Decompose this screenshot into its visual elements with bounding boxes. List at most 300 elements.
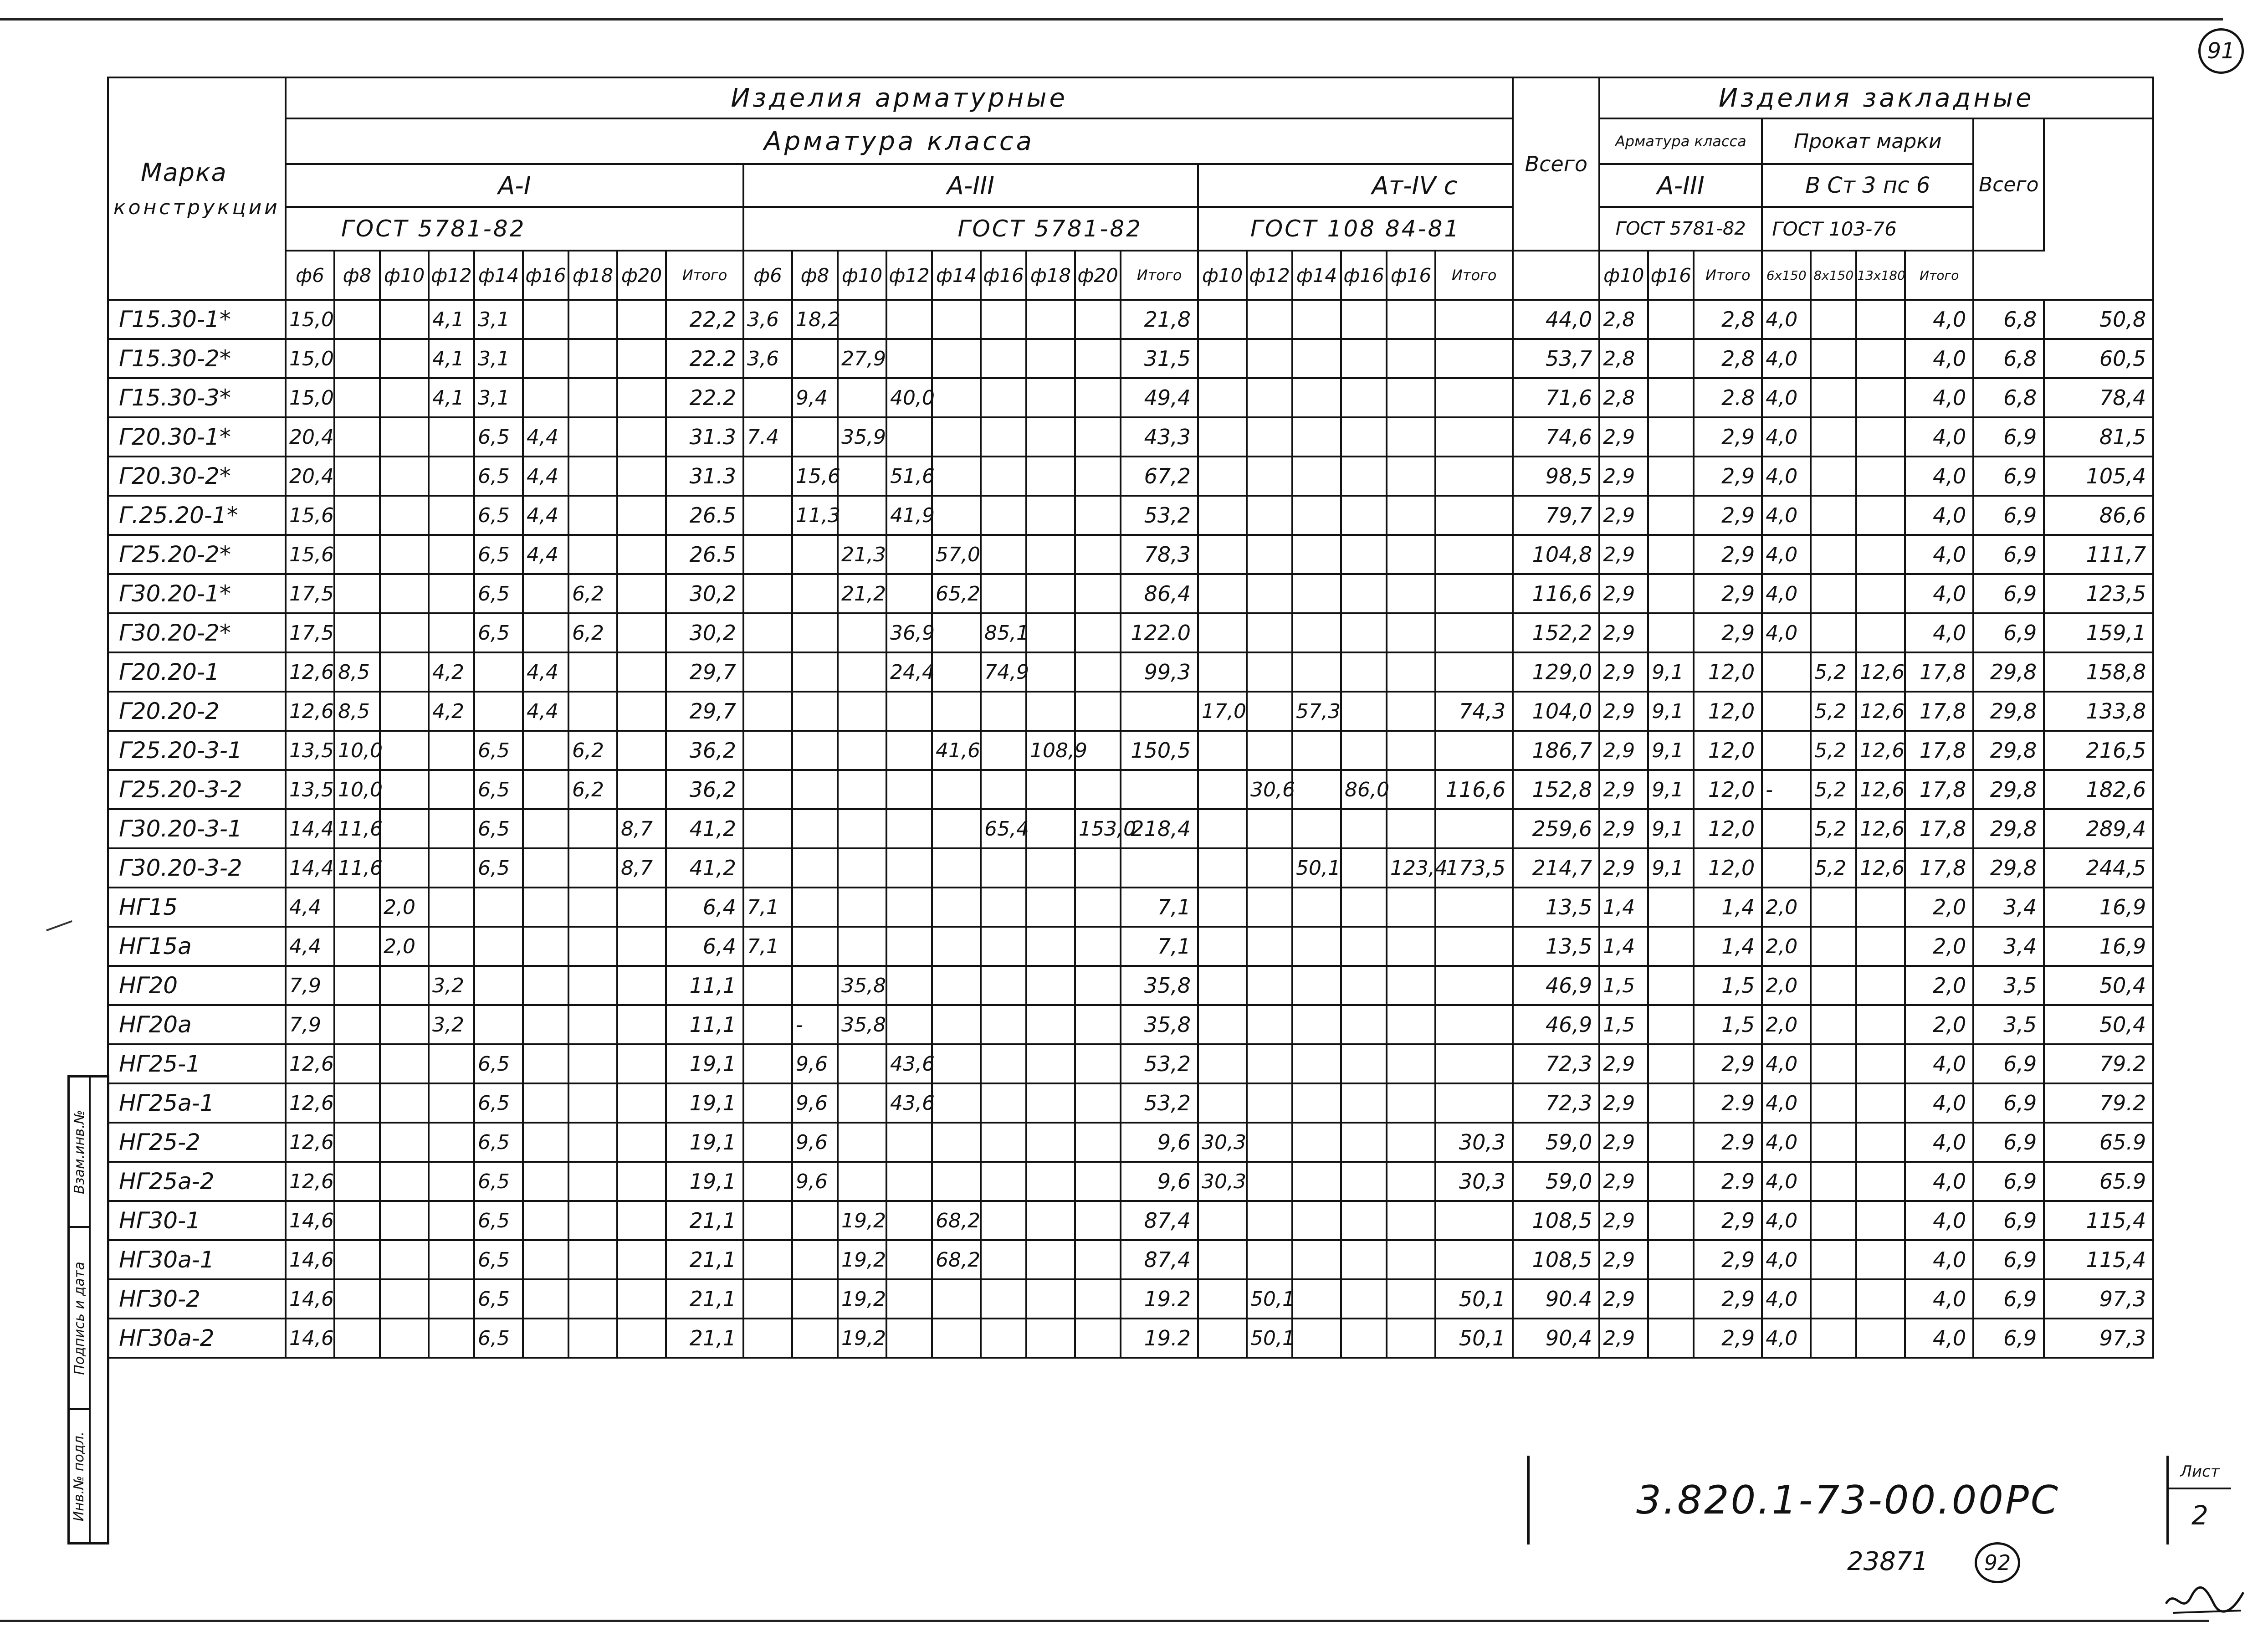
rolled-value: 4,0 xyxy=(1905,1319,1973,1358)
rolled-col-header: 6х150 xyxy=(1762,251,1811,300)
rolled-value: 12,6 xyxy=(1856,731,1905,770)
a1-value: 4,2 xyxy=(429,692,474,731)
construction-mark: НГ25а-2 xyxy=(108,1162,286,1201)
at4-value xyxy=(1198,378,1247,417)
a3-value xyxy=(1026,457,1075,496)
a3-value xyxy=(838,927,886,966)
construction-mark: Г30.20-3-1 xyxy=(108,809,286,848)
rolled-value: 4,0 xyxy=(1905,1123,1973,1162)
signature-scribble xyxy=(2164,1586,2246,1617)
a3-value xyxy=(886,888,932,927)
at4-value xyxy=(1247,692,1292,731)
a3-value: 43,6 xyxy=(886,1083,932,1123)
a3-value xyxy=(1026,1123,1075,1162)
at4-value: 50,1 xyxy=(1247,1319,1292,1358)
general-value: 50,8 xyxy=(2044,300,2153,339)
a1-value: 6,4 xyxy=(666,888,743,927)
a1-value xyxy=(568,652,617,692)
a3-value: 67,2 xyxy=(1121,457,1198,496)
a3-value xyxy=(932,888,981,927)
a1-value xyxy=(380,1123,429,1162)
emb-value: 2,9 xyxy=(1694,496,1762,535)
a1-value: 19,1 xyxy=(666,1162,743,1201)
a3-value xyxy=(886,966,932,1005)
rolled-value xyxy=(1856,927,1905,966)
a1-value xyxy=(429,535,474,574)
a1-value xyxy=(568,496,617,535)
reinf-total-value: 98,5 xyxy=(1513,457,1599,496)
rolled-value xyxy=(1811,574,1856,613)
a3-value xyxy=(743,1240,792,1279)
a3-value xyxy=(1075,613,1121,652)
consumption-table xyxy=(107,77,2154,1359)
reinf-total-value: 44,0 xyxy=(1513,300,1599,339)
emb-value: 9,1 xyxy=(1648,848,1694,888)
at4-value xyxy=(1198,300,1247,339)
rolled-value: 4,0 xyxy=(1905,1044,1973,1083)
a1-value xyxy=(380,496,429,535)
table-row xyxy=(108,300,2153,339)
rolled-value xyxy=(1811,1123,1856,1162)
a1-value: 4,2 xyxy=(429,652,474,692)
emb-value: 12,0 xyxy=(1694,809,1762,848)
rolled-value: 2,0 xyxy=(1762,966,1811,1005)
at4-value xyxy=(1435,535,1513,574)
a3-value xyxy=(838,888,886,927)
at4-value xyxy=(1247,731,1292,770)
a3-value xyxy=(932,457,981,496)
a1-value: 6,5 xyxy=(474,770,523,809)
rolled-value: 5,2 xyxy=(1811,848,1856,888)
a1-value xyxy=(617,300,666,339)
a3-value: 35,8 xyxy=(1121,966,1198,1005)
reinf-class-header: Арматура класса xyxy=(286,118,1513,164)
a3-value xyxy=(1026,496,1075,535)
emb-total-value: 6,8 xyxy=(1973,300,2044,339)
a3-value xyxy=(792,927,838,966)
a3-value xyxy=(886,927,932,966)
reinf-total-value: 13,5 xyxy=(1513,927,1599,966)
a3-value xyxy=(1075,1319,1121,1358)
a3-value: 9,6 xyxy=(792,1123,838,1162)
table-row xyxy=(108,1005,2153,1044)
a3-value xyxy=(1075,1123,1121,1162)
a1-value: 30,2 xyxy=(666,574,743,613)
a3-value xyxy=(981,1240,1026,1279)
a3-value xyxy=(838,1123,886,1162)
a1-value xyxy=(429,1123,474,1162)
a3-value xyxy=(1075,1279,1121,1319)
emb-value: 2,9 xyxy=(1599,1201,1648,1240)
emb-value: 2,9 xyxy=(1599,1279,1648,1319)
a1-value xyxy=(380,731,429,770)
rolled-value xyxy=(1811,339,1856,378)
a3-value: 65,4 xyxy=(981,809,1026,848)
at4-value xyxy=(1341,1044,1387,1083)
a1-value: 31.3 xyxy=(666,457,743,496)
at4-value xyxy=(1198,966,1247,1005)
emb-value: 1,4 xyxy=(1694,888,1762,927)
rolled-value xyxy=(1856,966,1905,1005)
a3-value xyxy=(1075,966,1121,1005)
reinf-total-value: 72,3 xyxy=(1513,1044,1599,1083)
at4-value xyxy=(1341,535,1387,574)
a3-value xyxy=(838,1044,886,1083)
a3-value xyxy=(886,1319,932,1358)
a1-value: 14,6 xyxy=(286,1240,334,1279)
at4-value xyxy=(1292,613,1341,652)
side-strip-label: Инв.№ подл. xyxy=(71,1431,87,1521)
a1-value: 14,6 xyxy=(286,1279,334,1319)
a3-value xyxy=(1075,574,1121,613)
reinf-total-value: 13,5 xyxy=(1513,888,1599,927)
rolled-value: 5,2 xyxy=(1811,809,1856,848)
emb-value: 2,9 xyxy=(1599,692,1648,731)
emb-value xyxy=(1648,457,1694,496)
a1-value: 10,0 xyxy=(334,731,380,770)
construction-mark: Г20.30-2* xyxy=(108,457,286,496)
a3-value xyxy=(1026,574,1075,613)
emb-value xyxy=(1648,1123,1694,1162)
at4-value: 50,1 xyxy=(1435,1319,1513,1358)
a3-value xyxy=(1026,1319,1075,1358)
a3-value xyxy=(743,1279,792,1319)
a3-value xyxy=(792,574,838,613)
emb-value: 2,9 xyxy=(1599,574,1648,613)
table-row xyxy=(108,1123,2153,1162)
at4-value xyxy=(1387,1162,1435,1201)
emb-value xyxy=(1648,1005,1694,1044)
a1-value xyxy=(380,378,429,417)
a3-value xyxy=(1075,339,1121,378)
a1-value xyxy=(334,1319,380,1358)
a3-value: 53,2 xyxy=(1121,496,1198,535)
at4-value xyxy=(1341,809,1387,848)
a3-value xyxy=(1026,809,1075,848)
rolled-value: 4,0 xyxy=(1762,535,1811,574)
rolled-value: 5,2 xyxy=(1811,731,1856,770)
at4-value xyxy=(1292,1240,1341,1279)
a1-col-header: ф16 xyxy=(523,251,568,300)
a1-value xyxy=(334,888,380,927)
a3-value xyxy=(1075,1044,1121,1083)
emb-value xyxy=(1648,535,1694,574)
at4-value xyxy=(1435,1201,1513,1240)
a1-value xyxy=(380,613,429,652)
emb-value: 2,9 xyxy=(1599,457,1648,496)
at4-value: 57,3 xyxy=(1292,692,1341,731)
a3-value: 40,0 xyxy=(886,378,932,417)
a3-value xyxy=(792,535,838,574)
a3-value xyxy=(932,809,981,848)
a3-value: 78,3 xyxy=(1121,535,1198,574)
a3-value xyxy=(792,731,838,770)
a1-value: 6,5 xyxy=(474,1162,523,1201)
a3-col-header: ф10 xyxy=(838,251,886,300)
a1-value: 6,5 xyxy=(474,1201,523,1240)
at4-value xyxy=(1247,1201,1292,1240)
emb-total-value: 3,4 xyxy=(1973,927,2044,966)
a3-value: 9,4 xyxy=(792,378,838,417)
table-row xyxy=(108,966,2153,1005)
a3-value xyxy=(792,1279,838,1319)
general-value: 133,8 xyxy=(2044,692,2153,731)
at4-value xyxy=(1341,966,1387,1005)
rolled-value xyxy=(1811,1162,1856,1201)
a3-value xyxy=(886,692,932,731)
a3-value xyxy=(1075,1240,1121,1279)
a1-value: 3,2 xyxy=(429,966,474,1005)
a1-value: 6,5 xyxy=(474,1083,523,1123)
emb-total-value: 29,8 xyxy=(1973,848,2044,888)
gost-a1-header: ГОСТ 5781-82 xyxy=(286,207,743,251)
a1-value: 22.2 xyxy=(666,339,743,378)
rolled-value: 4,0 xyxy=(1762,1044,1811,1083)
a3-value xyxy=(838,731,886,770)
class-a1-header: А-I xyxy=(286,164,743,207)
construction-mark: НГ20 xyxy=(108,966,286,1005)
a1-value: 2,0 xyxy=(380,888,429,927)
a1-value xyxy=(568,888,617,927)
a1-value: 21,1 xyxy=(666,1279,743,1319)
emb-value: 2,9 xyxy=(1694,613,1762,652)
a1-value xyxy=(429,927,474,966)
table-row xyxy=(108,1201,2153,1240)
a3-value xyxy=(1026,1005,1075,1044)
rolled-value: 4,0 xyxy=(1762,1201,1811,1240)
rolled-value: 2,0 xyxy=(1905,927,1973,966)
a1-value: 15,0 xyxy=(286,339,334,378)
a1-value xyxy=(429,574,474,613)
emb-total-value: 6,9 xyxy=(1973,417,2044,457)
emb-total-value: 6,9 xyxy=(1973,1240,2044,1279)
a3-value xyxy=(932,378,981,417)
emb-total-value: 6,8 xyxy=(1973,378,2044,417)
emb-value xyxy=(1648,1201,1694,1240)
a1-value: 8,7 xyxy=(617,809,666,848)
at4-value xyxy=(1247,339,1292,378)
emb-value: 1,5 xyxy=(1694,966,1762,1005)
a3-value: 87,4 xyxy=(1121,1240,1198,1279)
a1-value xyxy=(568,1201,617,1240)
a3-value xyxy=(1075,535,1121,574)
a1-value xyxy=(380,1319,429,1358)
a3-value xyxy=(886,1123,932,1162)
a1-value: 15,6 xyxy=(286,535,334,574)
a3-value xyxy=(1026,770,1075,809)
a1-value xyxy=(568,1123,617,1162)
a3-value xyxy=(981,1162,1026,1201)
emb-value: 9,1 xyxy=(1648,731,1694,770)
emb-value: 2.8 xyxy=(1694,378,1762,417)
a1-value: 4,4 xyxy=(523,457,568,496)
rolled-value: 12,6 xyxy=(1856,848,1905,888)
emb-value: 2,9 xyxy=(1694,1240,1762,1279)
a1-value xyxy=(568,1044,617,1083)
at4-value xyxy=(1341,1123,1387,1162)
rolled-value: 4,0 xyxy=(1905,300,1973,339)
at4-value xyxy=(1292,1005,1341,1044)
a3-value xyxy=(1075,927,1121,966)
a1-value: 6,2 xyxy=(568,770,617,809)
emb-value: 2,9 xyxy=(1599,1083,1648,1123)
a1-col-header: ф6 xyxy=(286,251,334,300)
at4-col-header: Итого xyxy=(1435,251,1513,300)
at4-value xyxy=(1387,1319,1435,1358)
a3-value xyxy=(792,1319,838,1358)
at4-value xyxy=(1387,1044,1435,1083)
construction-mark: НГ30а-1 xyxy=(108,1240,286,1279)
rolled-value: 2,0 xyxy=(1905,1005,1973,1044)
rolled-value xyxy=(1811,1044,1856,1083)
at4-value xyxy=(1247,1044,1292,1083)
construction-mark: НГ30-2 xyxy=(108,1279,286,1319)
a1-value: 6,5 xyxy=(474,535,523,574)
at4-value xyxy=(1292,770,1341,809)
a3-value xyxy=(1075,1162,1121,1201)
at4-col-header: ф16 xyxy=(1387,251,1435,300)
at4-value xyxy=(1341,652,1387,692)
a1-value: 17,5 xyxy=(286,613,334,652)
a3-value xyxy=(792,339,838,378)
emb-value: 2,8 xyxy=(1599,300,1648,339)
at4-value: 74,3 xyxy=(1435,692,1513,731)
emb-value: 1,5 xyxy=(1694,1005,1762,1044)
at4-value xyxy=(1435,1083,1513,1123)
construction-mark: Г20.20-2 xyxy=(108,692,286,731)
a3-value xyxy=(838,457,886,496)
at4-value xyxy=(1435,339,1513,378)
emb-value: 2,9 xyxy=(1599,496,1648,535)
a1-value xyxy=(334,927,380,966)
construction-mark: НГ20а xyxy=(108,1005,286,1044)
at4-value xyxy=(1341,888,1387,927)
emb-value xyxy=(1648,300,1694,339)
table-row xyxy=(108,1279,2153,1319)
a3-value xyxy=(932,1319,981,1358)
a1-value xyxy=(334,1044,380,1083)
at4-value xyxy=(1435,1240,1513,1279)
emb-value: 2.9 xyxy=(1694,1123,1762,1162)
rolled-value: 4,0 xyxy=(1762,417,1811,457)
at4-value xyxy=(1247,809,1292,848)
a3-value: 9,6 xyxy=(792,1083,838,1123)
a3-value xyxy=(792,809,838,848)
a1-value: 4,4 xyxy=(286,927,334,966)
emb-value xyxy=(1648,1044,1694,1083)
a3-value xyxy=(886,731,932,770)
a1-value xyxy=(523,888,568,927)
rolled-value xyxy=(1856,1123,1905,1162)
a3-value xyxy=(981,692,1026,731)
rolled-header: Прокат марки xyxy=(1762,118,1973,164)
reinf-total-value: 71,6 xyxy=(1513,378,1599,417)
rolled-value: 4,0 xyxy=(1905,457,1973,496)
emb-value: 2,9 xyxy=(1599,1240,1648,1279)
at4-value xyxy=(1292,1162,1341,1201)
a3-value xyxy=(838,1162,886,1201)
reinf-total-value: 186,7 xyxy=(1513,731,1599,770)
a3-value xyxy=(1026,613,1075,652)
a1-value xyxy=(523,1162,568,1201)
emb-value: 12,0 xyxy=(1694,848,1762,888)
a3-value xyxy=(1026,1279,1075,1319)
at4-value: 50,1 xyxy=(1247,1279,1292,1319)
a1-value xyxy=(617,1319,666,1358)
a3-value xyxy=(1026,378,1075,417)
a3-value: 19,2 xyxy=(838,1279,886,1319)
emb-total-value: 3,5 xyxy=(1973,966,2044,1005)
general-value: 158,8 xyxy=(2044,652,2153,692)
a1-value: 6,5 xyxy=(474,1319,523,1358)
a1-value xyxy=(334,378,380,417)
rolled-value: 4,0 xyxy=(1762,1279,1811,1319)
general-value: 115,4 xyxy=(2044,1201,2153,1240)
a1-value xyxy=(617,1240,666,1279)
a1-value xyxy=(380,652,429,692)
emb-value: 2,9 xyxy=(1599,417,1648,457)
a3-value: 150,5 xyxy=(1121,731,1198,770)
emb-value: 1,5 xyxy=(1599,966,1648,1005)
a1-value xyxy=(429,417,474,457)
at4-value xyxy=(1341,848,1387,888)
rolled-value xyxy=(1811,535,1856,574)
emb-value: 12,0 xyxy=(1694,652,1762,692)
table-row xyxy=(108,888,2153,927)
emb-value: 2,9 xyxy=(1694,1044,1762,1083)
a1-value xyxy=(380,809,429,848)
a1-value xyxy=(568,339,617,378)
a3-value xyxy=(1026,848,1075,888)
construction-mark: Г20.20-1 xyxy=(108,652,286,692)
at4-value xyxy=(1435,457,1513,496)
a1-value xyxy=(429,613,474,652)
a1-value xyxy=(617,1201,666,1240)
a1-value: 15,0 xyxy=(286,300,334,339)
at4-value xyxy=(1435,652,1513,692)
at4-value xyxy=(1247,1123,1292,1162)
a1-value: 21,1 xyxy=(666,1319,743,1358)
construction-mark: Г15.30-3* xyxy=(108,378,286,417)
at4-value xyxy=(1387,574,1435,613)
a3-value: 21,8 xyxy=(1121,300,1198,339)
at4-value xyxy=(1198,1319,1247,1358)
a1-value xyxy=(617,1005,666,1044)
a3-value: 19,2 xyxy=(838,1201,886,1240)
a3-value xyxy=(886,809,932,848)
a1-value: 21,1 xyxy=(666,1201,743,1240)
at4-value xyxy=(1435,378,1513,417)
general-value: 105,4 xyxy=(2044,457,2153,496)
rolled-value xyxy=(1762,652,1811,692)
at4-value xyxy=(1198,417,1247,457)
a1-value: 29,7 xyxy=(666,692,743,731)
a3-value: 21,2 xyxy=(838,574,886,613)
rolled-value xyxy=(1762,809,1811,848)
a1-value: 30,2 xyxy=(666,613,743,652)
table-row xyxy=(108,652,2153,692)
at4-value xyxy=(1292,809,1341,848)
a1-value: 17,5 xyxy=(286,574,334,613)
emb-value: 12,0 xyxy=(1694,692,1762,731)
a3-value: 49,4 xyxy=(1121,378,1198,417)
rolled-value xyxy=(1811,1083,1856,1123)
a1-value xyxy=(380,1005,429,1044)
rolled-value: 12,6 xyxy=(1856,809,1905,848)
a1-value: 36,2 xyxy=(666,770,743,809)
rolled-value: 12,6 xyxy=(1856,692,1905,731)
a3-value: 51,6 xyxy=(886,457,932,496)
